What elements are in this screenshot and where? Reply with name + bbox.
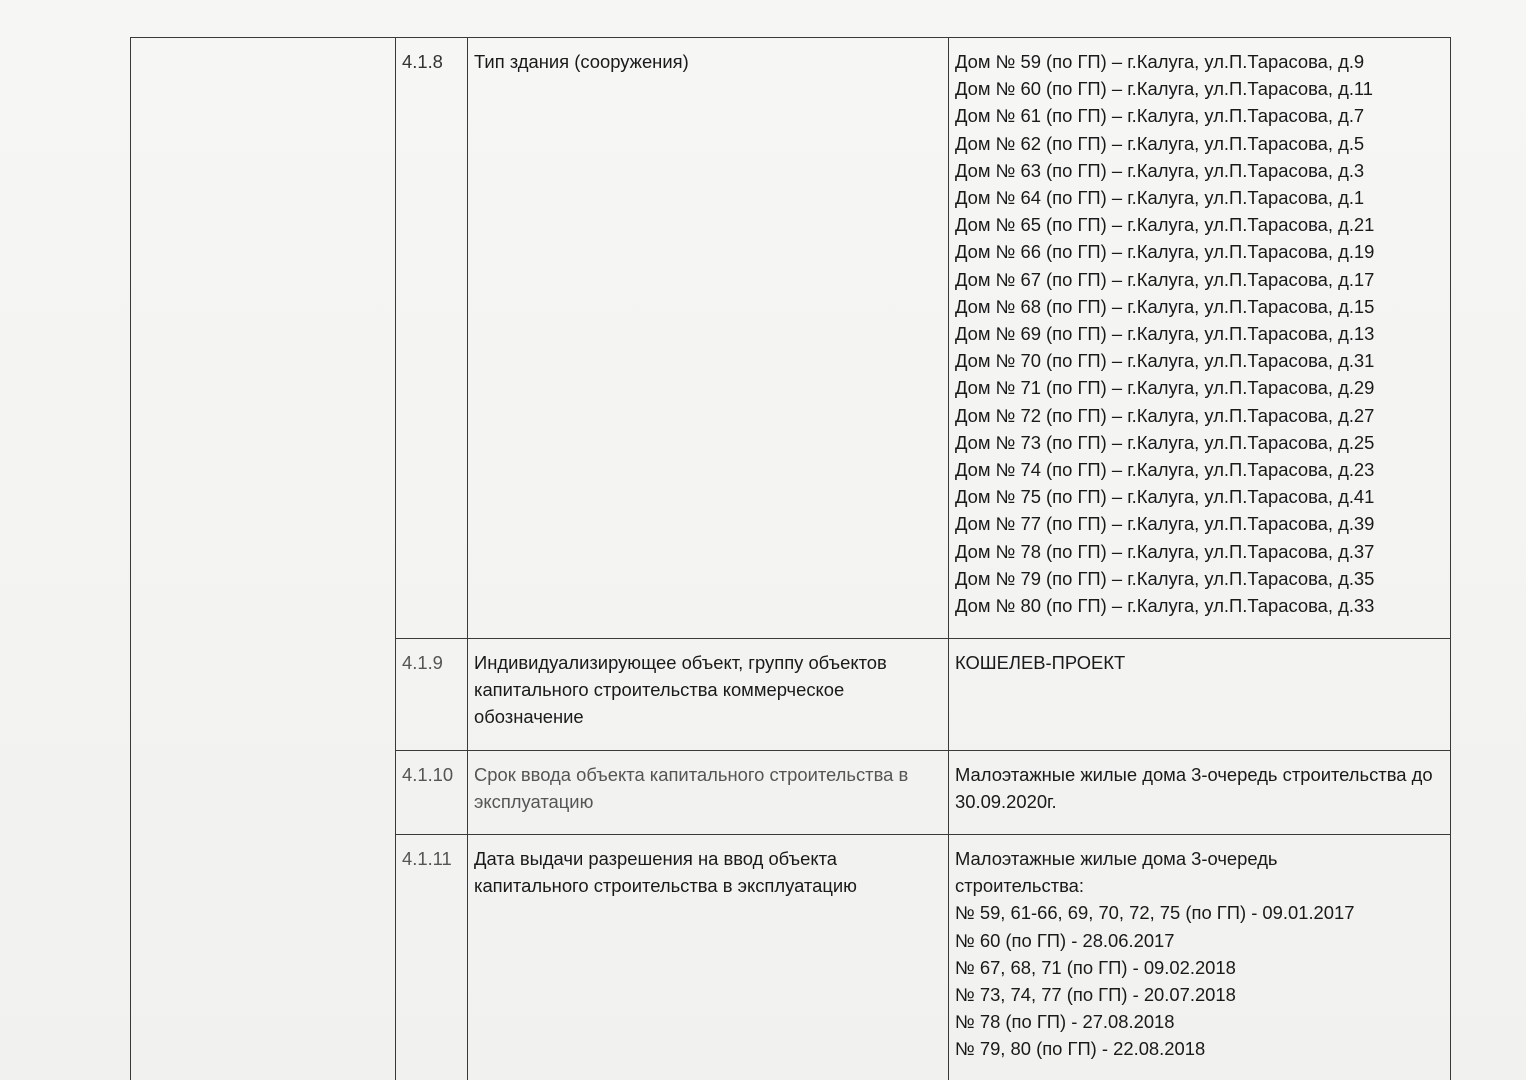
list-item: Дом № 70 (по ГП) – г.Калуга, ул.П.Тарасова, д.31 [955,350,1375,372]
list-item: Дом № 65 (по ГП) – г.Калуга, ул.П.Тарасова, д.21 [955,214,1375,236]
left-empty-cell [131,38,396,1080]
row-number: 4.1.11 [396,835,468,1080]
list-item: № 78 (по ГП) - 27.08.2018 [955,1011,1175,1033]
row-number: 4.1.9 [396,639,468,751]
list-item: Дом № 79 (по ГП) – г.Калуга, ул.П.Тарасова, д.35 [955,567,1375,589]
list-item: Дом № 68 (по ГП) – г.Калуга, ул.П.Тарасова, д.15 [955,295,1375,317]
list-item: Дом № 59 (по ГП) – г.Калуга, ул.П.Тарасова, д.9 [955,51,1365,72]
list-item: № 67, 68, 71 (по ГП) - 09.02.2018 [955,956,1236,978]
row-label: Индивидуализирующее объект, группу объектов капитального строительства коммерческое обозначение [468,639,949,751]
list-item: Дом № 72 (по ГП) – г.Калуга, ул.П.Тарасова, д.27 [955,404,1375,426]
permit-dates [949,835,1451,1080]
list-item: № 79, 80 (по ГП) - 22.08.2018 [955,1038,1206,1060]
list-item: Дом № 75 (по ГП) – г.Калуга, ул.П.Тарасова, д.41 [955,486,1375,508]
info-table [130,37,1451,1080]
list-item: Дом № 71 (по ГП) – г.Калуга, ул.П.Тарасова, д.29 [955,377,1375,399]
list-item: Дом № 69 (по ГП) – г.Калуга, ул.П.Тарасова, д.13 [955,323,1375,345]
list-item: Дом № 77 (по ГП) – г.Калуга, ул.П.Тарасова, д.39 [955,513,1375,535]
list-item: Дом № 63 (по ГП) – г.Калуга, ул.П.Тарасова, д.3 [955,159,1365,181]
list-item: Дом № 78 (по ГП) – г.Калуга, ул.П.Тарасова, д.37 [955,540,1375,562]
list-item: № 73, 74, 77 (по ГП) - 20.07.2018 [955,984,1236,1006]
list-item: Дом № 61 (по ГП) – г.Калуга, ул.П.Тарасова, д.7 [955,105,1365,127]
list-item: Дом № 74 (по ГП) – г.Калуга, ул.П.Тарасова, д.23 [955,459,1375,481]
list-item: Дом № 62 (по ГП) – г.Калуга, ул.П.Тарасова, д.5 [955,132,1365,154]
list-item: Дом № 80 (по ГП) – г.Калуга, ул.П.Тарасова, д.33 [955,595,1375,617]
list-item: Дом № 60 (по ГП) – г.Калуга, ул.П.Тарасова, д.11 [955,78,1374,100]
list-item: Дом № 66 (по ГП) – г.Калуга, ул.П.Тарасова, д.19 [955,241,1375,263]
row-label: Срок ввода объекта капитального строительства в эксплуатацию [468,751,949,835]
row-label: Тип здания (сооружения) [468,38,949,639]
list-heading: Малоэтажные жилые дома 3-очередь строительства: [955,848,1278,897]
row-number: 4.1.8 [396,38,468,639]
list-item: № 59, 61-66, 69, 70, 72, 75 (по ГП) - 09.01.2017 [955,902,1355,924]
list-item: Дом № 64 (по ГП) – г.Калуга, ул.П.Тарасова, д.1 [955,187,1365,209]
building-list [949,38,1451,639]
list-item: Дом № 67 (по ГП) – г.Калуга, ул.П.Тарасова, д.17 [955,268,1375,290]
row-value: Малоэтажные жилые дома 3-очередь строительства до 30.09.2020г. [949,751,1451,835]
row-number: 4.1.10 [396,751,468,835]
row-label: Дата выдачи разрешения на ввод объекта капитального строительства в эксплуатацию [468,835,949,1080]
list-item: Дом № 73 (по ГП) – г.Калуга, ул.П.Тарасова, д.25 [955,431,1375,453]
list-item: № 60 (по ГП) - 28.06.2017 [955,929,1175,951]
row-value: КОШЕЛЕВ-ПРОЕКТ [949,639,1451,751]
table-row [131,38,1451,639]
